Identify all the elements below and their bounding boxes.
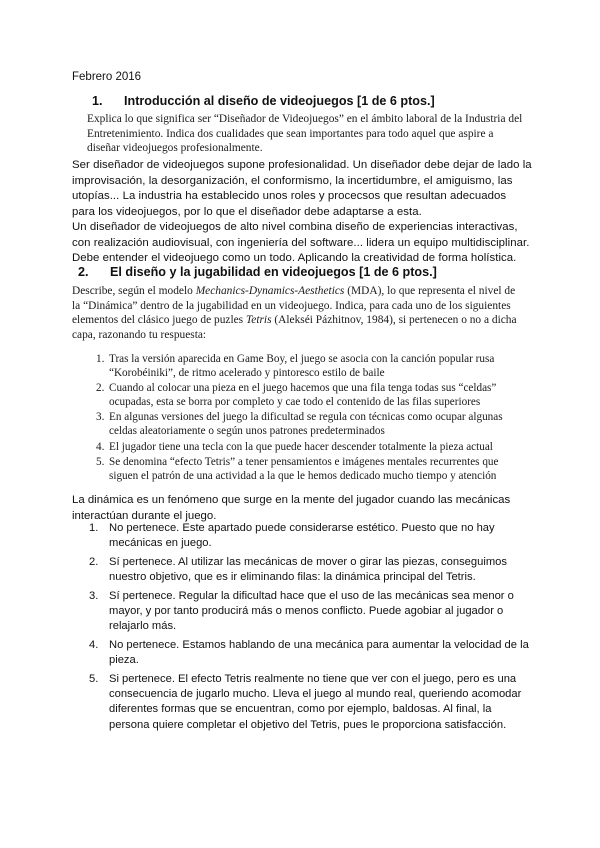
- question-text: Describe, según el modelo: [72, 285, 196, 297]
- section-1-number: 1.: [92, 94, 103, 108]
- list-item: 3. En algunas versiones del juego la dificultad se regula con técnicas como ocupar algunas celdas aleatoriamente o según unos patrones predeterminados: [96, 411, 503, 437]
- list-item: 1. No pertenece. Este apartado puede considerarse estético. Puesto que no hay mecánicas en juego.: [89, 522, 495, 550]
- tetris-elements-list: [76, 353, 526, 485]
- section-2-answer-intro: La dinámica es un fenómeno que surge en la mente del jugador cuando las mecánicas interactúan durante el juego.: [72, 494, 511, 522]
- list-item: 2. Sí pertenece. Al utilizar las mecánicas de mover o girar las piezas, conseguimos nuestro objetivo, que es ir eliminando filas: la dinámica principal del Tetris.: [89, 555, 507, 584]
- list-item: 5. Si pertenece. El efecto Tetris realmente no tiene que ver con el juego, pero es una consecuencia de jugarlo mucho. Lleva el juego al mundo real, queriendo acomodar diferentes formas que se encuentran, como por ejemplo, baldosas. Al final, la persona quiere completar el objetivo del Tetris, pues le proporciona satisfacción.: [89, 672, 522, 731]
- section-1-answer: [72, 158, 532, 267]
- section-1-title: Introducción al diseño de videojuegos [1 de 6 ptos.]: [124, 94, 435, 108]
- question-text: (MDA), lo que representa el nivel de la “Dinámica” dentro de la jugabilidad en un videojuego. Indica, para cada uno de los siguientes elementos del clásico juego de puzles: [72, 285, 516, 326]
- list-item: 4. No pertenece. Estamos hablando de una mecánica para aumentar la velocidad de la pieza.: [89, 638, 529, 667]
- list-item: 2. Cuando al colocar una pieza en el juego hacemos que una fila tenga todas sus “celdas” ocupadas, esta se borra por completo y cae todo el contenido de las filas superiores: [96, 382, 497, 408]
- answer-paragraph: Debe entender el videojuego como un todo. Aplicando la creatividad de forma holística.: [72, 252, 517, 264]
- list-item: 5. Se denomina “efecto Tetris” a tener pensamientos e imágenes mentales recurrentes que siguen el patrón de una actividad a la que le hemos dedicado mucho tiempo y atención: [96, 456, 499, 482]
- list-item: 1. Tras la versión aparecida en Game Boy, el juego se asocia con la canción popular rusa “Korobéiniki”, de ritmo acelerado y pintoresco estilo de baile: [96, 353, 495, 379]
- answer-paragraph: Un diseñador de videojuegos de alto nivel combina diseño de experiencias interactivas, con realización audiovisual, con ingeniería del software... lidera un equipo multidisciplinar.: [72, 221, 530, 249]
- section-2-number: 2.: [78, 265, 89, 279]
- section-1-heading: [92, 94, 435, 108]
- game-name: Tetris: [245, 314, 272, 326]
- section-1-question: Explica lo que significa ser “Diseñador de Videojuegos” en el ámbito laboral de la Industria del Entretenimiento. Indica dos cualidades que sean importantes para todo aquel que aspire a diseñar videojuegos profesionalmente.: [87, 113, 523, 154]
- mda-model-name: Mechanics-Dynamics-Aesthetics: [195, 285, 345, 297]
- list-item: 3. Sí pertenece. Regular la dificultad hace que el uso de las mecánicas sea menor o mayor, y por tanto producirá más o menos conflicto. Puede agobiar al jugador o relajarlo más.: [89, 589, 514, 633]
- section-2-title: El diseño y la jugabilidad en videojuegos [1 de 6 ptos.]: [110, 265, 437, 279]
- document-date: Febrero 2016: [72, 71, 142, 83]
- list-item: 4. El jugador tiene una tecla con la que puede hacer descender totalmente la pieza actual: [96, 440, 493, 453]
- question-text: (Alekséi Pázhitnov, 1984), si pertenecen o no a dicha capa, razonando tu respuesta:: [72, 314, 517, 341]
- section-2-question: [72, 284, 524, 342]
- answer-paragraph: Ser diseñador de videojuegos supone profesionalidad. Un diseñador debe dejar de lado la improvisación, la desorganización, el conformismo, la incertidumbre, el amiguismo, las utopías... La industria ha establecido unos roles y procecsos que resultan adecuados para los videojuegos, por lo que el diseñador debe adaptarse a esta.: [72, 159, 532, 218]
- section-2-heading: [78, 265, 437, 279]
- section-2-answers-list: [89, 521, 529, 736]
